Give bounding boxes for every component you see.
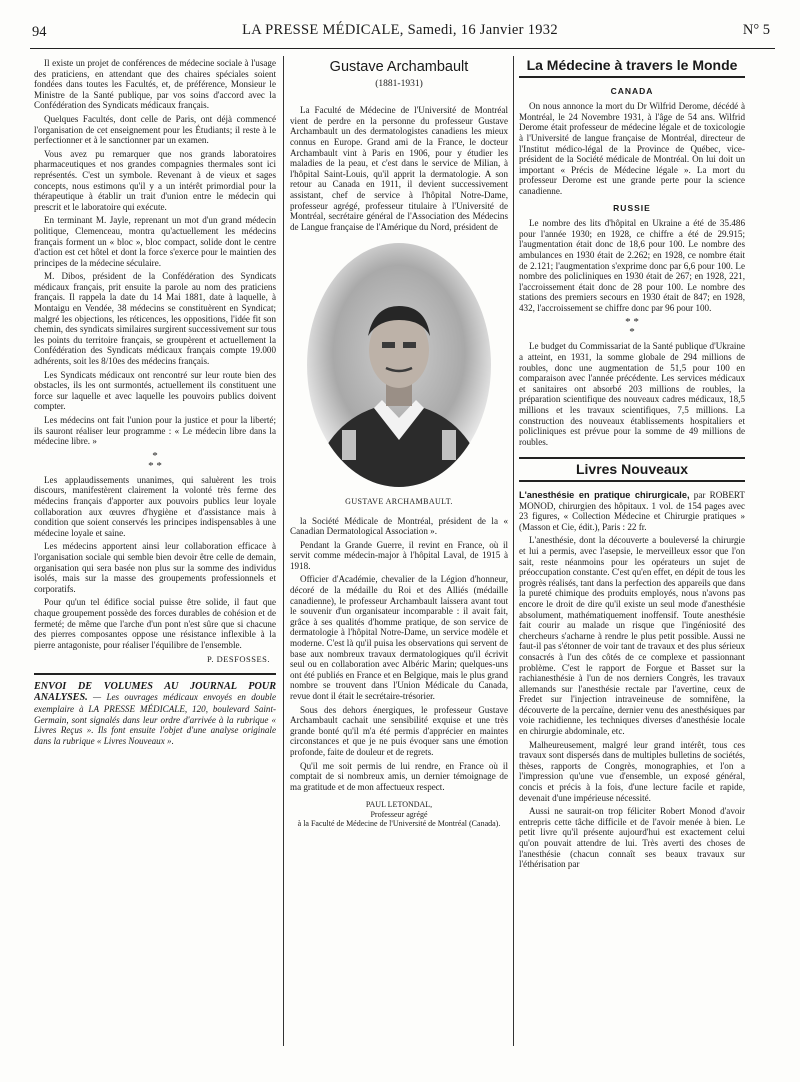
paragraph: Les médecins apportent ainsi leur collaboration efficace à l'organisation sociale qui semble bien devoir être celle de demain, organisation qui sera basée non plus sur la somme des individus isolés, mais sur la masse des groupements professionnels et corporatifs. [34, 541, 276, 594]
signature: P. DESFOSSES. [207, 654, 270, 665]
paragraph: Sous des dehors énergiques, le professeur Gustave Archambault cachait une sensibilité exquise et une très grande bonté qu'il m'a été permis d'apprécier en maintes circonstances et que je ne puis évoquer sans une émotion profonde, faite de douleur et de regrets. [290, 704, 508, 757]
paragraph: En terminant M. Jayle, reprenant un mot d'un grand médecin politique, Clemenceau, montra qu'actuellement les médecins français forment un « bloc », bloc compact, solide dont le centre d'action est cet hôtel et dont la force s'exerce pour le maintien des principes de la médecine séculaire. [34, 215, 276, 268]
section-separator: * * * [148, 449, 162, 472]
column-right [519, 58, 745, 1048]
author-name: PAUL LETONDAL, [365, 800, 433, 810]
page-number: 94 [32, 24, 47, 40]
author-role: Professeur agrégé [370, 809, 428, 819]
section-separator: * * * [625, 316, 639, 339]
notice-box [34, 673, 276, 747]
paragraph: M. Dibos, président de la Confédération des Syndicats médicaux français, prit ensuite la parole au nom des praticiens français. Il rappela la date du 14 Mai 1881, date à laquelle, à Montaigu en Vendée, 38 médecins se constituèrent en Syndicat; malgré les objections, les réticences, les oppositions, l'idée fit son chemin, des syndicats similaires surgirent successivement sur tous les points du territoire français, se groupèrent et actuellement la Confédération des Syndicats médicaux français compte 19.000 adhérents, soit les 8/10es des médecins français. [34, 271, 276, 367]
paragraph: Le budget du Commissariat de la Santé publique d'Ukraine a atteint, en 1931, la somme globale de 294 millions de roubles, donc une augmentation de 51,5 pour 100 en comparaison avec l'année précédente. Les services médicaux et sanitaires ont absorbé 203 millions de roubles, la préparation scientifique des nouveaux cadres médicaux, 18,5 millions et les travaux scientifiques, 7,5 millions. La construction des nouveaux établissements hospitaliers et policliniques est prévue pour la somme de 49 millions de roubles. [519, 341, 745, 447]
notice-title: ENVOI DE VOLUMES AU JOURNAL POUR ANALYSES. [34, 680, 276, 704]
author-signature [290, 800, 508, 829]
page-header [30, 20, 770, 46]
header-rule [30, 48, 775, 49]
article-dates: (1881-1931) [375, 78, 423, 89]
paragraph: Les Syndicats médicaux ont rencontré sur leur route bien des obstacles, ils les ont surmontés, actuellement ils constituent une force sur laquelle et avec laquelle les pouvoirs publics doivent compter. [34, 369, 276, 412]
paragraph: Officier d'Académie, chevalier de la Légion d'honneur, décoré de la médaille du Roi et des Alliés (médaille canadienne), le professeur Archambault laissera avant tout le souvenir d'un organisateur incomparable : il avait fait, grâce à ses qualités d'homme pratique, de son service de dermatologie à l'hôpital Notre-Dame, un service modèle et moderne. C'est là qu'il puisa les observations qui servent de base aux nombreux travaux dermatologiques qu'il écrivit seul ou en collaboration avec Albéric Marin; quelques-uns ont été publiés en France et en Belgique, mais le plus grand nombre se trouvent dans l'Union Médicale du Canada, revue dont il était le secrétaire-trésorier. [290, 574, 508, 701]
book-entry [519, 490, 745, 532]
paragraph: La Faculté de Médecine de l'Université de Montréal vient de perdre en la personne du professeur Gustave Archambault un des dermatologistes canadiens les mieux connus en Europe. Grand ami de la France, le docteur Archambault vint à Paris en 1906, pour y étudier les maladies de la peau, et c'est dans le service de Milian, à l'hôpital Saint-Louis, qu'il apprit la dermatologie. A son retour au Canada en 1911, il devient successivement assistant, chef de service à l'hôpital Notre-Dame, professeur agrégé, professeur titulaire à l'Université de Montréal, secrétaire général de l'Association des Médecins de Langue française de l'Amérique du Nord, président de [290, 105, 508, 232]
article-title: Gustave Archambault [329, 59, 469, 75]
paragraph: Vous avez pu remarquer que nos grands laboratoires pharmaceutiques et nos grandes compagnies thermales sont ici représentés. C'est un symbole. Revenant à de vieux et sages concepts, nous estimons qu'il y a un intérêt primordial pour la thérapeutique à établir un trait d'union entre le médecin qui prescrit et le laboratoire qui exécute. [34, 148, 276, 212]
paragraph: la Société Médicale de Montréal, président de la « Canadian Dermatological Association ». [290, 515, 508, 537]
paragraph: L'anesthésie, dont la découverte a bouleversé la chirurgie et lui a permis, avec l'asepsie, le merveilleux essor que l'on sait, reste néanmoins pour les opérateurs un sujet de préoccupation constante. C'est qu'en effet, en dépit de tous les progrès réalisés, tant dans la perfection des appareils que dans la pureté chimique des produits employés, nous n'avons pas encore le droit de dire qu'il existe un seul mode d'anesthésie absolument, mathématiquement inoffensif. Toute anesthésie fait courir au malade un risque que l'ingéniosité des chercheurs s'acharne à rendre le plus petit possible. Aussi ne faut-il pas s'étonner de voir tant de travaux et des plus sérieux consacrés à l'un des côtés de ce complexe et passionnant problème. C'est le rapport de Forgue et Basset sur la rachianesthésie à l'un de nos derniers Congrès, les travaux allemands sur l'anesthésie rectale par l'avertine, ceux de Fredet sur l'injection intraveineuse de somnifène, la découverte de la percaïne, dernier venu des anesthésiques par voie rachidienne, les techniques diverses d'anesthésie locale en chirurgie abdominale, etc. [519, 535, 745, 737]
author-affiliation: à la Faculté de Médecine de l'Université de Montréal (Canada). [297, 819, 501, 829]
portrait-caption: GUSTAVE ARCHAMBAULT. [345, 496, 453, 506]
issue-number: N° 5 [742, 22, 770, 38]
column-middle [290, 58, 508, 1048]
paragraph: Il existe un projet de conférences de médecine sociale à l'usage des praticiens, en attendant que des chaires spéciales soient fondées dans toutes les Facultés, et, de préférence, Monsieur le Ministre de la Santé publique, par vos soins d'accord avec la Confédération des Syndicats médicaux français. [34, 58, 276, 111]
column-left [34, 58, 276, 1048]
paragraph: Malheureusement, malgré leur grand intérêt, tous ces travaux sont dispersés dans de multiples bulletins de sociétés, thèses, rapports de Congrès, monographies, et l'on a l'impression qu'une vue d'ensemble, un exposé général, concis et précis à la fois, d'une lecture facile et rapide, devenait d'une impérieuse nécessité. [519, 739, 745, 803]
paragraph: On nous annonce la mort du Dr Wilfrid Derome, décédé à Montréal, le 24 Novembre 1931, à l'âge de 54 ans. Wilfrid Derome était professeur de médecine légale et de toxicologie à l'Université de langue française de Montréal, directeur de l'Institut médico-légal de la Province de Québec, vice-président de la Société médicale de Montréal. On lui doit un important « Précis de Médecine légale ». La mort du professeur Derome est une grande perte pour la science canadienne. [519, 101, 745, 196]
paragraph: Pour qu'un tel édifice social puisse être solide, il faut que chaque groupement possède des forces durables de cohésion et de fermeté; de même que l'arche d'un pont n'est sûre que si chacune des pierres composantes oppose une résistance inflexible à la pierre antagoniste, pour réaliser l'équilibre de l'ensemble. [34, 597, 276, 650]
paragraph: Pendant la Grande Guerre, il revint en France, où il servit comme médecin-major à l'hôpital Laval, de 1915 à 1918. [290, 539, 508, 571]
column-divider [283, 56, 284, 1046]
paragraph: Les médecins ont fait l'union pour la justice et pour la liberté; ils sauront réaliser leur programme : « Le médecin libre dans la médecine libre. » [34, 415, 276, 447]
paragraph: Le nombre des lits d'hôpital en Ukraine a été de 35.486 pour l'année 1930; en 1928, ce chiffre a été de 29.915; l'augmentation était donc de 18,6 pour 100. Le nombre des ambulances en 1930 était de 2.262; en 1928, ce nombre était de 2.121; l'augmentation s'exprime donc par 6,6 pour 100. Le nombre des policliniques en 1930 était de 267; en 1928, 221, l'accroissement était donc de 28 pour 100. Le nombre des stations des premiers secours en 1930 était de 847; en 1928, 432, l'accroissement se chiffre donc par 96 pour 100. [519, 218, 745, 313]
book-title: L'anesthésie en pratique chirurgicale, [519, 490, 690, 500]
section-title: La Médecine à travers le Monde [519, 60, 745, 78]
subsection-heading: RUSSIE [613, 202, 651, 213]
paragraph: Les applaudissements unanimes, qui saluèrent les trois discours, manifestèrent clairement la volonté très ferme des médecins français d'apporter aux pouvoirs publics leur loyale collaboration aux œuvres d'hygiène et d'assistance mais à condition que soient conservés les principes indispensables à une médecine loyale et saine. [34, 474, 276, 538]
paragraph: Quelques Facultés, dont celle de Paris, ont déjà commencé l'organisation de cet enseignement pour les Étudiants; il reste à le perfectionner et à le sanctionner par un examen. [34, 113, 276, 146]
journal-title: LA PRESSE MÉDICALE, Samedi, 16 Janvier 1932 [242, 22, 558, 38]
portrait-photo [290, 240, 508, 493]
notice-body: — Les ouvrages médicaux envoyés en double exemplaire à LA PRESSE MÉDICALE, 120, boulevard Saint-Germain, sont signalés dans leur ordre d'arrivée à la rubrique « Livres Reçus ». Ils font ensuite l'objet d'une analyse originale dans la rubrique « Livres Nouveaux ». [34, 692, 276, 746]
column-divider [513, 56, 514, 1046]
subsection-heading: CANADA [610, 85, 654, 96]
paragraph: Aussi ne saurait-on trop féliciter Robert Monod d'avoir entrepris cette tâche difficile et de l'avoir menée à bien. Le petit livre qu'il présente aujourd'hui est exactement celui qu'on pouvait attendre de lui. Très averti des choses de l'anesthésie (chacun connaît ses beaux travaux sur l'éthérisation par [519, 806, 745, 870]
portrait-image [304, 240, 494, 490]
section-title: Livres Nouveaux [519, 457, 745, 482]
book-reference: par ROBERT MONOD, chirurgien des hôpitaux. 1 vol. de 154 pages avec 23 figures, « Collection Médecine et Chirurgie pratiques » (Masson et Cie, édit.), Paris : 22 fr. [519, 490, 745, 532]
paragraph: Qu'il me soit permis de lui rendre, en France où il comptait de si nombreux amis, un dernier témoignage de ma gratitude et de mon affectueux respect. [290, 760, 508, 792]
